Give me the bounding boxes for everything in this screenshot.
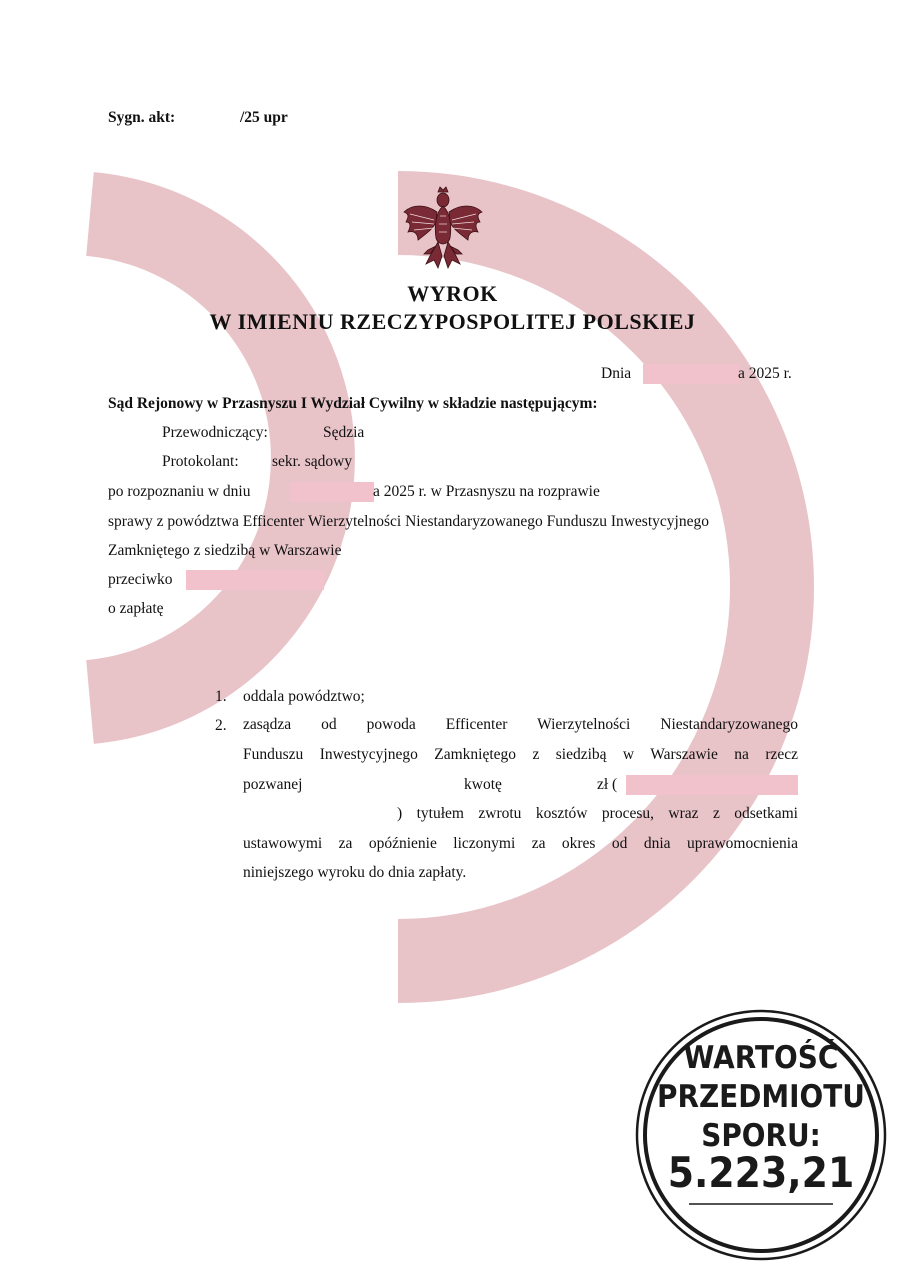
clerk-label: Protokolant:	[162, 453, 239, 470]
chair-value: Sędzia	[323, 424, 365, 441]
ruling-item1-number: 1.	[215, 688, 227, 705]
judgment-title: WYROK	[407, 281, 498, 306]
stamp-value: 5.223,21	[667, 1148, 855, 1197]
hearing-text: po rozpoznaniu w dniu	[108, 483, 251, 500]
case-claimant-line1: sprawy z powództwa Efficenter Wierzytelności Niestandaryzowanego Funduszu Inwestycyjnego	[108, 513, 709, 530]
case-claimant-line2: Zamkniętego z siedzibą w Warszawie	[108, 542, 342, 559]
clerk-value: sekr. sądowy	[272, 453, 353, 470]
redaction-defendant	[186, 570, 324, 590]
case-signature-label: Sygn. akt:	[108, 109, 176, 126]
ruling-item2-line1: zasądza od powoda Efficenter Wierzytelności Niestandaryzowanego	[243, 716, 798, 733]
ruling-item2-number: 2.	[215, 717, 227, 734]
date-suffix: a 2025 r.	[738, 365, 792, 382]
date-prefix: Dnia	[601, 365, 632, 382]
hearing-suffix: a 2025 r. w Przasnyszu na rozprawie	[373, 483, 600, 500]
ruling-item1-text: oddala powództwo;	[243, 688, 365, 705]
redaction-amount-words	[626, 775, 798, 795]
ruling-item2-pozwanej: pozwanej	[243, 776, 303, 793]
stamp-line1: WARTOŚĆ	[683, 1040, 839, 1076]
stamp-line3: SPORU:	[701, 1118, 821, 1154]
ruling-item2-line2: Funduszu Inwestycyjnego Zamkniętego z siedzibą w Warszawie na rzecz	[243, 746, 798, 763]
ruling-item2-kwote: kwotę	[464, 776, 502, 793]
ruling-item2-line6: niniejszego wyroku do dnia zapłaty.	[243, 864, 467, 881]
ruling-item2-line4: ) tytułem zwrotu kosztów procesu, wraz z odsetkami	[397, 805, 798, 822]
case-subject: o zapłatę	[108, 600, 164, 617]
case-signature-number: /25 upr	[240, 109, 288, 126]
chair-label: Przewodniczący:	[162, 424, 268, 441]
judgment-subtitle: W IMIENIU RZECZYPOSPOLITEJ POLSKIEJ	[209, 309, 696, 334]
ruling-item2-zl: zł (	[597, 776, 618, 793]
polish-eagle-emblem	[400, 182, 486, 274]
court-composition: Sąd Rejonowy w Przasnyszu I Wydział Cywilny w składzie następującym:	[108, 395, 598, 412]
stamp-line2: PRZEDMIOTU	[657, 1079, 865, 1115]
redaction-date	[643, 364, 739, 384]
ruling-item2-line5: ustawowymi za opóźnienie liczonymi za okres od dnia uprawomocnienia	[243, 835, 798, 852]
redaction-hearing-date	[290, 482, 374, 502]
against-label: przeciwko	[108, 571, 173, 588]
